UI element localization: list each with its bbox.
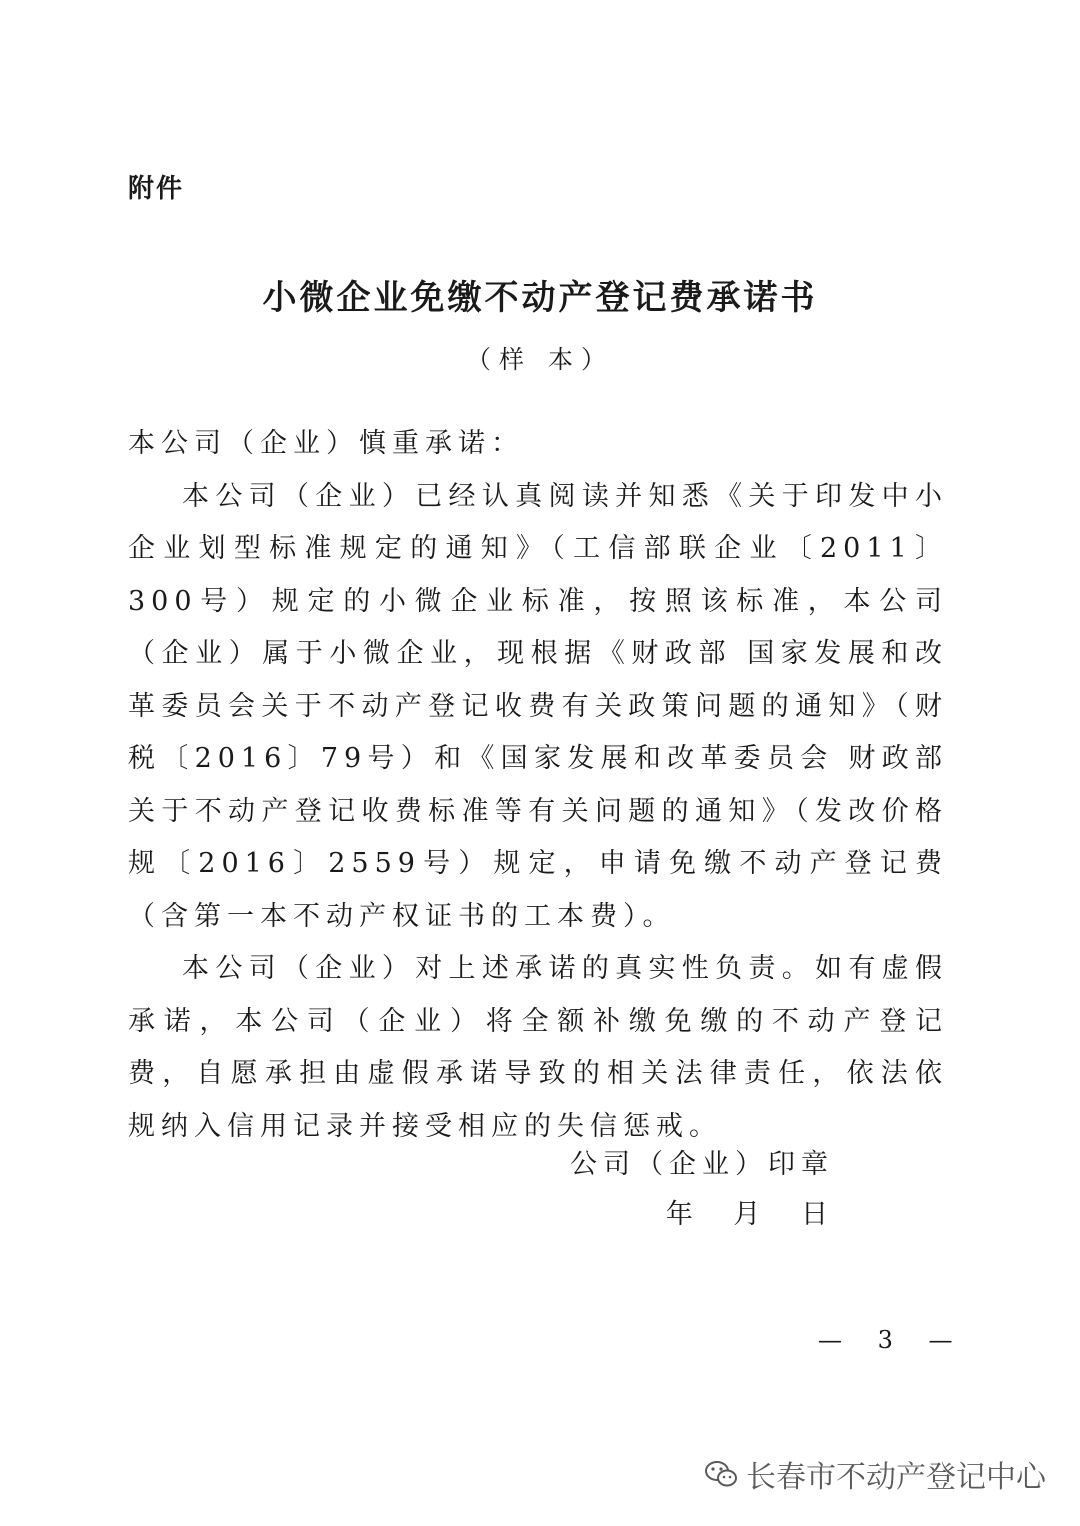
salutation: 本公司（企业）慎重承诺： <box>128 428 524 459</box>
page-number: — 3 — <box>818 1326 967 1354</box>
attachment-label: 附件 <box>128 174 185 204</box>
document-title: 小微企业免缴不动产登记费承诺书 <box>262 278 818 318</box>
signature-block <box>570 1140 834 1240</box>
paragraph-responsibility: 本公司（企业）对上述承诺的真实性负责。如有虚假承诺，本公司（企业）将全额补缴免缴的不动产登记费，自愿承担由虚假承诺导致的相关法律责任，依法依规纳入信用记录并接受相应的失信惩戒。 <box>128 953 948 1142</box>
date-line: 年 月 日 <box>665 1199 834 1230</box>
wechat-icon <box>704 1459 738 1489</box>
paragraph-commitment: 本公司（企业）已经认真阅读并知悉《关于印发中小企业划型标准规定的通知》（工信部联企业〔2011〕300号）规定的小微企业标准，按照该标准，本公司（企业）属于小微企业，现根据《财政部 国家发展和改革委员会关于不动产登记收费有关政策问题的通知》（财税〔2016〕79号）和《国家发展和改革委员会 财政部关于不动产登记收费标准等有关问题的通知》（发改价格规〔2016〕2559号）规定，申请免缴不动产登记费（含第一本不动产权证书的工本费）。 <box>128 480 948 932</box>
document-body <box>128 418 948 1153</box>
seal-label: 公司（企业）印章 <box>570 1149 834 1180</box>
watermark <box>704 1452 1046 1496</box>
watermark-text: 长春市不动产登记中心 <box>746 1460 1046 1495</box>
document-subtitle: （样 本） <box>466 345 614 374</box>
